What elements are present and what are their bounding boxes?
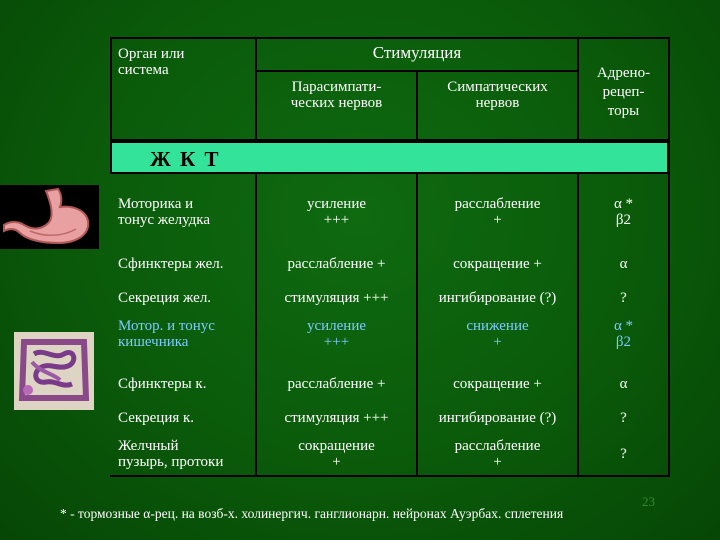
stomach-image xyxy=(0,185,99,249)
row-2-adr-cell: α xyxy=(619,256,628,272)
header-adreno: Адрено- рецеп- торы xyxy=(596,65,651,119)
row-5-para-cell: расслабление + xyxy=(287,376,386,392)
section-band-git xyxy=(110,141,669,174)
section-title: Ж К Т xyxy=(150,147,221,171)
row-1-para-cell: усиление +++ xyxy=(306,196,367,228)
row-4-symp-cell: снижение + xyxy=(466,318,529,350)
row-3-organ-cell: Секреция жел. xyxy=(118,290,212,306)
row-1-organ-cell: Моторика и тонус желудка xyxy=(118,196,211,228)
table-border-top xyxy=(110,37,670,39)
row-2-symp-cell: сокращение + xyxy=(453,256,542,272)
footnote: * - тормозные α-рец. на возб-х. холинергич. ганглионарн. нейронах Ауэрбах. сплетения xyxy=(60,506,564,521)
row-7-symp-cell: расслабление + xyxy=(454,438,541,470)
row-2-para-cell: расслабление + xyxy=(287,256,386,272)
row-4-para-cell: усиление +++ xyxy=(306,318,367,350)
row-6-para-cell: стимуляция +++ xyxy=(284,410,389,426)
row-3-adr-cell: ? xyxy=(620,290,627,306)
table-border-left xyxy=(110,37,112,141)
row-4-adr-cell: α * β2 xyxy=(613,318,634,350)
intestine-image xyxy=(14,332,94,410)
row-2-organ-cell: Сфинктеры жел. xyxy=(118,256,224,272)
header-stimulation: Стимуляция xyxy=(372,43,462,62)
header-sympathetic: Симпатических нервов xyxy=(447,79,548,111)
row-7-para-cell: сокращение + xyxy=(298,438,375,470)
header-parasympathetic: Парасимпати- ческих нервов xyxy=(290,79,383,111)
header-organ: Орган или система xyxy=(118,46,185,78)
row-6-symp-cell: ингибирование (?) xyxy=(438,410,557,426)
row-6-adr-cell: ? xyxy=(620,410,627,426)
row-1-adr-cell: α * β2 xyxy=(613,196,634,228)
row-5-adr-cell: α xyxy=(619,376,628,392)
row-3-symp-cell: ингибирование (?) xyxy=(438,290,557,306)
row-7-adr-cell: ? xyxy=(620,446,627,462)
row-4-organ-cell: Мотор. и тонус кишечника xyxy=(118,318,215,350)
row-6-organ-cell: Секреция к. xyxy=(118,410,195,426)
row-5-organ-cell: Сфинктеры к. xyxy=(118,376,207,392)
row-5-symp-cell: сокращение + xyxy=(453,376,542,392)
row-7-organ-cell: Желчный пузырь, протоки xyxy=(118,438,224,470)
page-number: 23 xyxy=(642,494,655,509)
row-3-para-cell: стимуляция +++ xyxy=(284,290,389,306)
table-border-bottom xyxy=(110,475,670,477)
row-1-symp-cell: расслабление + xyxy=(454,196,541,228)
